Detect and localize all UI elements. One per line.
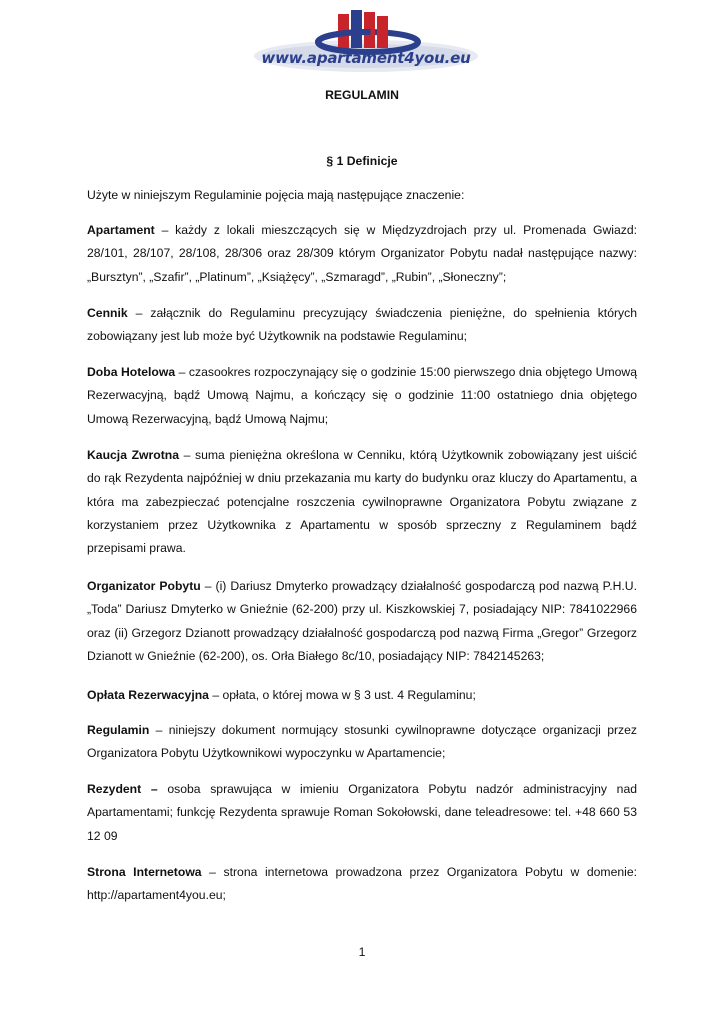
logo-text: www.apartament4you.eu bbox=[261, 49, 471, 67]
document-title: REGULAMIN bbox=[325, 88, 399, 102]
definition-kaucja-zwrotna bbox=[87, 444, 637, 560]
definition-strona-internetowa bbox=[87, 861, 637, 908]
definition-doba-hotelowa bbox=[87, 361, 637, 431]
site-logo[interactable] bbox=[250, 8, 482, 74]
definition-term: Strona Internetowa bbox=[87, 865, 202, 879]
definition-oplata-rezerwacyjna bbox=[87, 684, 637, 707]
definition-text: osoba sprawująca w imieniu Organizatora Pobytu nadzór administracyjny nad Apartamentami; funkcję Rezydenta sprawuje Roman Sokołowski, dane teleadresowe: tel. +48 660 53 12 09 bbox=[87, 782, 638, 843]
intro-text: Użyte w niniejszym Regulaminie pojęcia mają następujące znaczenie: bbox=[87, 188, 465, 202]
definition-text: – każdy z lokali mieszczących się w Międzyzdrojach przy ul. Promenada Gwiazd: 28/101, 28/107, 28/108, 28/306 oraz 28/309 którym Organizator Pobytu nadał następujące nazwy: „Bursztyn”, „Szafir”, „Platinum”, „Książęcy”, „Szmaragd”, „Rubin”, „Słoneczny”; bbox=[87, 223, 637, 284]
definition-term: Regulamin bbox=[87, 723, 150, 737]
definition-regulamin bbox=[87, 719, 637, 766]
definition-text: – strona internetowa prowadzona przez Organizatora Pobytu w domenie: http://apartament4you.eu; bbox=[87, 865, 637, 903]
definition-organizator-pobytu bbox=[87, 575, 637, 668]
definition-term: Rezydent – bbox=[87, 782, 158, 796]
definition-term: Cennik bbox=[87, 306, 128, 320]
definition-rezydent bbox=[87, 778, 637, 848]
definition-text: – suma pieniężna określona w Cenniku, którą Użytkownik zobowiązany jest uiścić do rąk Rezydenta najpóźniej w dniu przekazania mu karty do budynku oraz kluczy do Apartamentu, a która ma zabezpieczać potencjalne roszczenia cywilnoprawne Organizatora Pobytu związane z korzystaniem przez Użytkownika z Apartamentu w sposób sprzeczny z Regulaminem bądź przepisami prawa. bbox=[87, 448, 638, 556]
page-number: 1 bbox=[358, 945, 366, 959]
definition-term: Organizator Pobytu bbox=[87, 579, 201, 593]
definition-text: – niniejszy dokument normujący stosunki cywilnoprawne dotyczące organizacji przez Organizatora Pobytu Użytkownikowi wypoczynku w Apartamencie; bbox=[87, 723, 637, 761]
definition-apartament bbox=[87, 219, 637, 289]
definition-cennik bbox=[87, 302, 637, 349]
definition-text: – czasookres rozpoczynający się o godzinie 15:00 pierwszego dnia objętego Umową Rezerwacyjną, bądź Umową Najmu, a kończący się o godzinie 11:00 ostatniego dnia objętego Umową Rezerwacyjną, bądź Umową Najmu; bbox=[87, 365, 637, 426]
definition-term: Opłata Rezerwacyjna bbox=[87, 688, 209, 702]
definition-term: Doba Hotelowa bbox=[87, 365, 176, 379]
intro-paragraph bbox=[87, 184, 637, 207]
definition-text: – załącznik do Regulaminu precyzujący świadczenia pieniężne, do spełnienia których zobowiązany jest lub może być Użytkownik na podstawie Regulaminu; bbox=[87, 306, 637, 344]
section-title: § 1 Definicje bbox=[326, 154, 398, 168]
definition-text: – (i) Dariusz Dmyterko prowadzący działalność gospodarczą pod nazwą P.H.U. „Toda” Dariusz Dmyterko w Gnieźnie (62-200) przy ul. Kiszkowskiej 7, posiadający NIP: 7841022966 oraz (ii) Grzegorz Dzianott prowadzący działalność gospodarczą pod nazwą Firma „Gregor” Grzegorz Dzianott w Gnieźnie (62-200), os. Orła Białego 8c/10, posiadający NIP: 7842145263; bbox=[87, 579, 637, 663]
definition-text: – opłata, o której mowa w § 3 ust. 4 Regulaminu; bbox=[208, 688, 476, 702]
definition-term: Kaucja Zwrotna bbox=[87, 448, 179, 462]
definition-term: Apartament bbox=[87, 223, 155, 237]
